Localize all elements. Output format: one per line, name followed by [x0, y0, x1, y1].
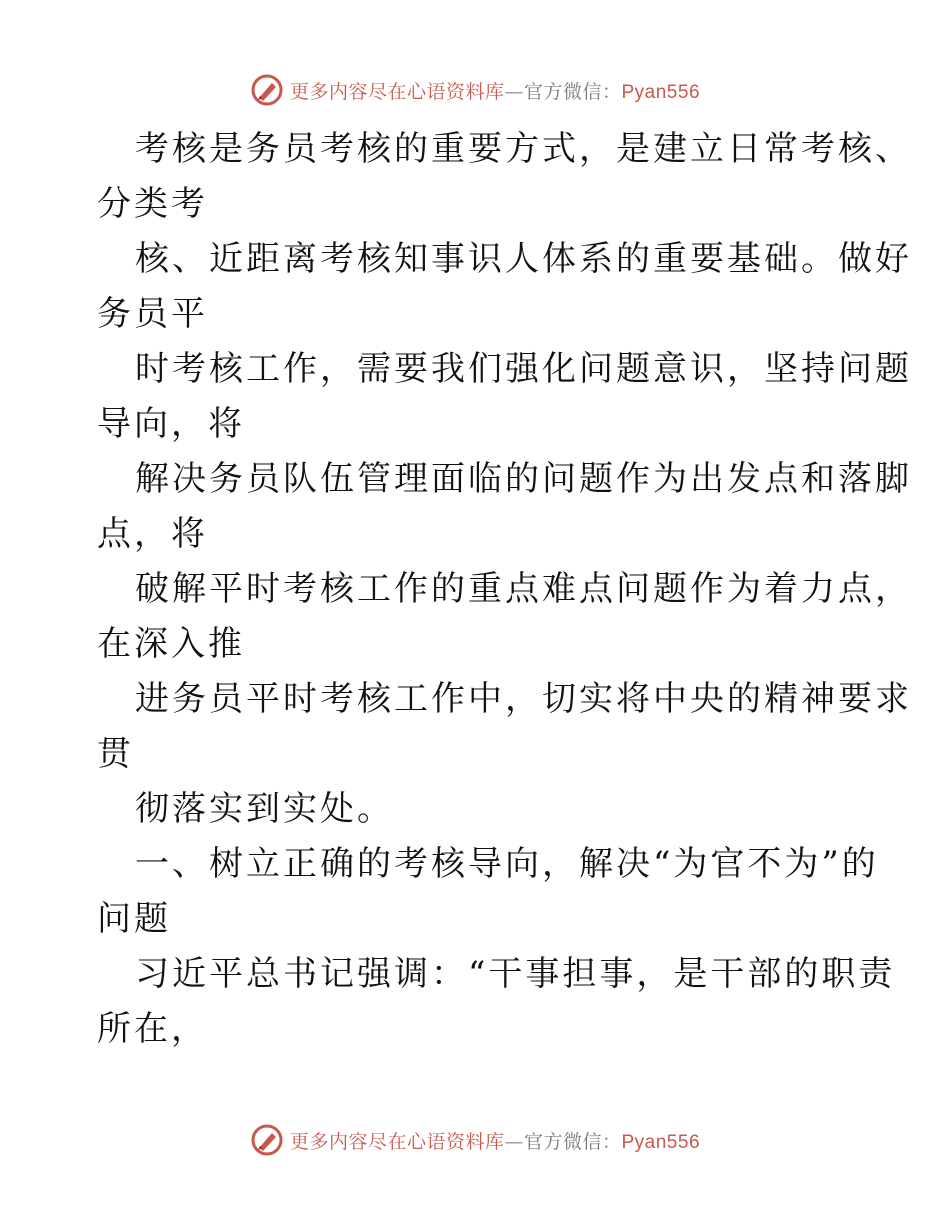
body-line: 所在，: [97, 1009, 208, 1049]
pen-nib-circle-icon: [250, 73, 284, 107]
body-line: 核、近距离考核知事识人体系的重要基础。做好: [135, 239, 912, 279]
pen-nib-circle-icon: [250, 1123, 284, 1157]
body-line: 贯: [97, 734, 134, 774]
body-line: 习近平总书记强调：“干事担事，是干部的职责: [135, 954, 896, 994]
body-line: 彻落实到实处。: [135, 789, 394, 829]
body-line: 务员平: [97, 294, 208, 334]
body-line: 导向，将: [97, 404, 245, 444]
section-heading: 一、树立正确的考核导向，解决“为官不为”的: [135, 844, 879, 884]
body-line: 考核是务员考核的重要方式，是建立日常考核、: [135, 129, 912, 169]
body-line: 时考核工作，需要我们强化问题意识，坚持问题: [135, 349, 912, 389]
body-line: 进务员平时考核工作中，切实将中央的精神要求: [135, 679, 912, 719]
footer-watermark: [0, 1120, 950, 1160]
watermark-text: 更多内容尽在心语资料库—官方微信：Pyan556: [289, 80, 701, 103]
watermark-text: 更多内容尽在心语资料库—官方微信：Pyan556: [289, 1130, 701, 1153]
body-line: 在深入推: [97, 624, 245, 664]
document-body: [97, 122, 912, 1057]
body-line: 点，将: [97, 514, 208, 554]
body-line: 问题: [97, 899, 171, 939]
body-line: 分类考: [97, 184, 208, 224]
header-watermark: [0, 70, 950, 110]
body-line: 解决务员队伍管理面临的问题作为出发点和落脚: [135, 459, 912, 499]
body-line: 破解平时考核工作的重点难点问题作为着力点，: [135, 569, 912, 609]
